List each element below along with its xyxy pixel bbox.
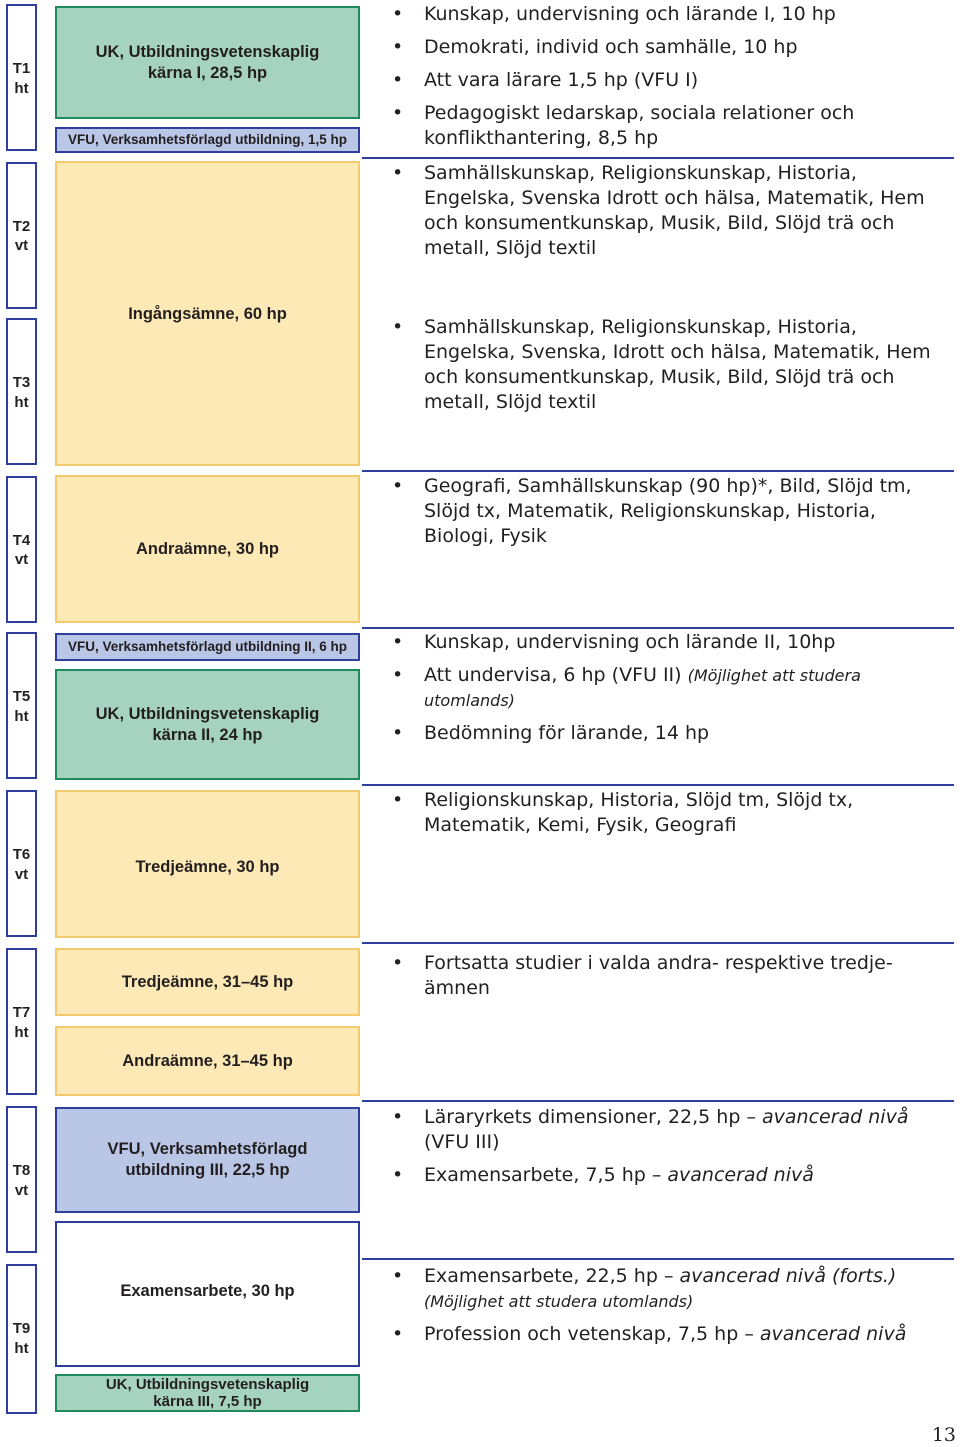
term-t9-sem: ht	[14, 1340, 29, 1357]
tredjeamne-advanced-label: Tredjeämne, 31–45 hp	[121, 972, 294, 991]
vfu1-label: VFU, Verksamhetsförlagd utbildning, 1,5 hp	[67, 132, 348, 147]
vfu3-label: VFU, Verksamhetsförlagd utbildning III, 22,5 hp	[107, 1140, 308, 1179]
term-t9-label: T9	[12, 1320, 31, 1337]
course-level: avancerad nivå	[667, 1164, 814, 1186]
course-item	[392, 1322, 952, 1347]
course-item: • Kunskap, undervisning och lärande II, 10hp	[392, 630, 952, 655]
courses-t7	[392, 951, 952, 1001]
ingangsamne-label: Ingångsämne, 60 hp	[128, 305, 287, 323]
term-t8	[6, 1106, 37, 1253]
tredjeamne-advanced-box	[55, 948, 360, 1016]
uk2-box	[55, 669, 360, 780]
term-t7-sem: ht	[14, 1024, 29, 1041]
term-t8-label: T8	[12, 1162, 31, 1179]
course-text: Examensarbete, 7,5 hp –	[424, 1164, 662, 1186]
row-separator	[362, 157, 954, 159]
vfu2-label: VFU, Verksamhetsförlagd utbildning II, 6 hp	[67, 639, 348, 654]
courses-t8	[392, 1105, 952, 1188]
courses-t5	[392, 630, 952, 746]
uk3-box	[55, 1374, 360, 1412]
vfu2-box	[55, 633, 360, 661]
row-separator	[362, 470, 954, 472]
course-item: • Samhällskunskap, Religionskunskap, Historia, Engelska, Svenska, Idrott och hälsa, Matematik, Hem och konsumentkunskap, Musik, Bild, Slöjd trä och metall, Slöjd textil	[392, 315, 952, 415]
courses-t3	[392, 315, 952, 415]
course-level: avancerad nivå (forts.)	[679, 1265, 897, 1287]
courses-t1	[392, 2, 952, 151]
courses-t2	[392, 161, 952, 261]
course-level: avancerad nivå	[762, 1106, 909, 1128]
course-level: avancerad nivå	[759, 1323, 907, 1345]
course-item: • Geografi, Samhällskunskap (90 hp)*, Bild, Slöjd tm, Slöjd tx, Matematik, Religionskunskap, Historia, Biologi, Fysik	[392, 474, 952, 549]
term-t3-sem: ht	[14, 394, 29, 411]
term-t1-sem: ht	[14, 80, 29, 97]
course-item	[392, 663, 952, 713]
vfu1-box	[55, 127, 360, 153]
vfu3-box	[55, 1107, 360, 1213]
term-t7	[6, 948, 37, 1095]
course-text: Läraryrkets dimensioner, 22,5 hp –	[424, 1106, 756, 1128]
term-t9	[6, 1264, 37, 1414]
term-t2-label: T2	[12, 218, 31, 235]
term-t4	[6, 476, 37, 623]
term-t4-sem: vt	[14, 551, 29, 568]
row-separator	[362, 1258, 954, 1260]
course-text: Examensarbete, 22,5 hp –	[424, 1265, 674, 1287]
uk1-label: UK, Utbildningsvetenskaplig kärna I, 28,5 hp	[95, 42, 320, 82]
course-item	[392, 1264, 952, 1314]
andraamne-advanced-label: Andraämne, 31–45 hp	[122, 1052, 293, 1070]
tredjeamne-label: Tredjeämne, 30 hp	[135, 858, 280, 876]
course-text: Att undervisa, 6 hp (VFU II)	[424, 664, 682, 686]
course-item: • Att vara lärare 1,5 hp (VFU I)	[392, 68, 952, 93]
course-item: • Fortsatta studier i valda andra- respektive tredje-ämnen	[392, 951, 952, 1001]
course-item: • Demokrati, individ och samhälle, 10 hp	[392, 35, 952, 60]
term-t2-sem: vt	[14, 237, 29, 254]
uk2-label: UK, Utbildningsvetenskaplig kärna II, 24 hp	[95, 704, 320, 744]
term-t6-label: T6	[12, 846, 31, 863]
term-t4-label: T4	[12, 532, 31, 549]
courses-t9	[392, 1264, 952, 1347]
term-t3-label: T3	[12, 374, 31, 391]
course-note: (Möjlighet att studera utomlands)	[424, 1292, 694, 1311]
course-text: Profession och vetenskap, 7,5 hp –	[424, 1323, 754, 1345]
uk3-label: UK, Utbildningsvetenskaplig kärna III, 7,5 hp	[105, 1376, 310, 1410]
term-t1	[6, 4, 37, 151]
andraamne-box	[55, 475, 360, 623]
term-t5-sem: ht	[14, 708, 29, 725]
courses-t4	[392, 474, 952, 549]
course-item: • Religionskunskap, Historia, Slöjd tm, Slöjd tx, Matematik, Kemi, Fysik, Geografi	[392, 788, 952, 838]
term-t6	[6, 790, 37, 937]
course-item	[392, 1105, 952, 1155]
course-item: • Samhällskunskap, Religionskunskap, Historia, Engelska, Svenska Idrott och hälsa, Matematik, Hem och konsumentkunskap, Musik, Bild, Slöjd trä och metall, Slöjd textil	[392, 161, 952, 261]
uk1-box	[55, 6, 360, 119]
examensarbete-label: Examensarbete, 30 hp	[120, 1282, 295, 1300]
course-item: • Pedagogiskt ledarskap, sociala relationer och konflikthantering, 8,5 hp	[392, 101, 952, 151]
courses-t6	[392, 788, 952, 838]
course-item	[392, 1163, 952, 1188]
course-item: • Bedömning för lärande, 14 hp	[392, 721, 952, 746]
row-separator	[362, 1100, 954, 1102]
course-tail: (VFU III)	[424, 1131, 500, 1153]
term-t6-sem: vt	[14, 866, 29, 883]
term-t3	[6, 318, 37, 465]
term-t2	[6, 162, 37, 309]
row-separator	[362, 627, 954, 629]
andraamne-label: Andraämne, 30 hp	[135, 539, 280, 558]
row-separator	[362, 784, 954, 786]
term-t5-label: T5	[12, 688, 31, 705]
term-t1-label: T1	[12, 60, 31, 77]
term-t5	[6, 632, 37, 779]
row-separator	[362, 942, 954, 944]
course-note: (Möjlighet att studera utomlands)	[424, 666, 861, 710]
term-t7-label: T7	[12, 1004, 31, 1021]
course-item: • Kunskap, undervisning och lärande I, 10 hp	[392, 2, 952, 27]
term-t8-sem: vt	[14, 1182, 29, 1199]
page-number: 13	[931, 1424, 956, 1446]
